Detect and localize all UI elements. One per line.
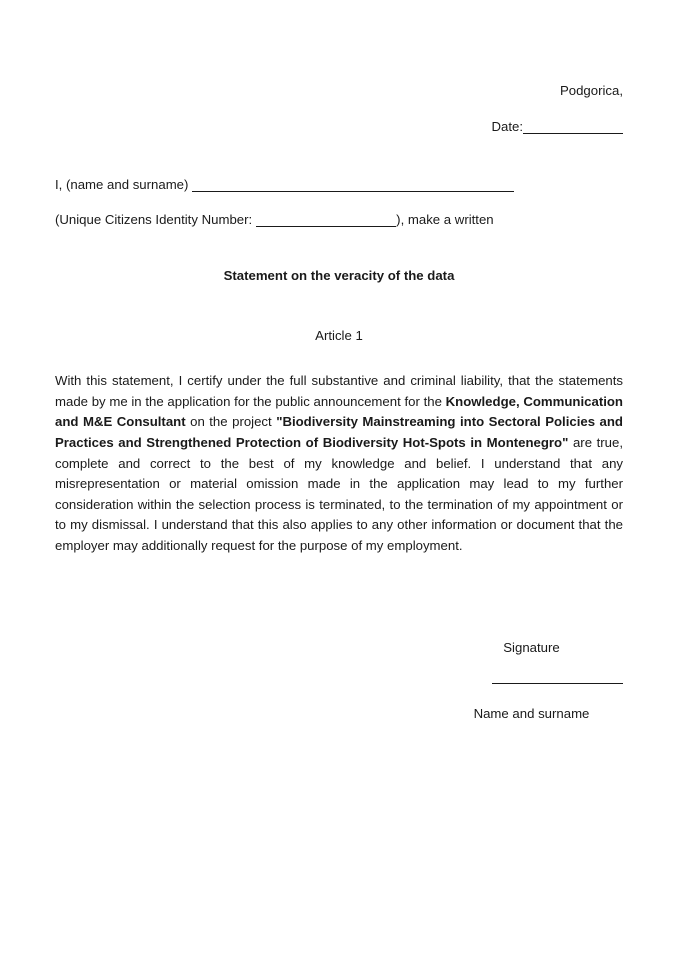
body-paragraph [55, 371, 623, 556]
date-label: Date: [491, 119, 523, 135]
body-text-part-3: are true, complete and correct to the best of my knowledge and belief. I understand that any misrepresentation or material omission made in the application may lead to my further consideration within the selection process is terminated, to the termination of my appointment or to my dismissal. I understand that this also applies to any other information or document that the employer may additionally request for the purpose of my employment. [55, 434, 624, 553]
identity-block [55, 178, 623, 227]
ucin-fill-field[interactable] [256, 226, 396, 227]
signature-block [440, 641, 623, 720]
signature-line[interactable] [492, 683, 623, 684]
article-heading: Article 1 [315, 328, 363, 343]
ucin-line [55, 213, 623, 227]
body-project-title: "Biodiversity Mainstreaming into Sectoral Policies and Practices and Strengthened Protection of Biodiversity Hot-Spots in Montenegro" [55, 414, 623, 450]
ucin-label: (Unique Citizens Identity Number: [55, 212, 253, 227]
city-label: Podgorica, [559, 83, 623, 98]
name-label: I, (name and surname) [55, 177, 189, 192]
body-role-title: Knowledge, Communication and M&E Consultant [55, 393, 623, 430]
name-fill-field[interactable] [192, 191, 514, 192]
body-text-part-1: With this statement, I certify under the full substantive and criminal liability, that the statements made by me in the application for the public announcement for the [55, 373, 623, 409]
page-title: Statement on the veracity of the data [223, 268, 455, 283]
body-text-part-2: on the project [185, 414, 277, 430]
signature-label: Signature [503, 640, 560, 655]
signature-name-caption: Name and surname [473, 706, 590, 722]
header-block [55, 84, 623, 134]
name-line [55, 178, 623, 192]
date-fill-field[interactable] [523, 133, 623, 134]
ucin-suffix: ), make a written [396, 212, 494, 227]
date-line [55, 120, 623, 134]
